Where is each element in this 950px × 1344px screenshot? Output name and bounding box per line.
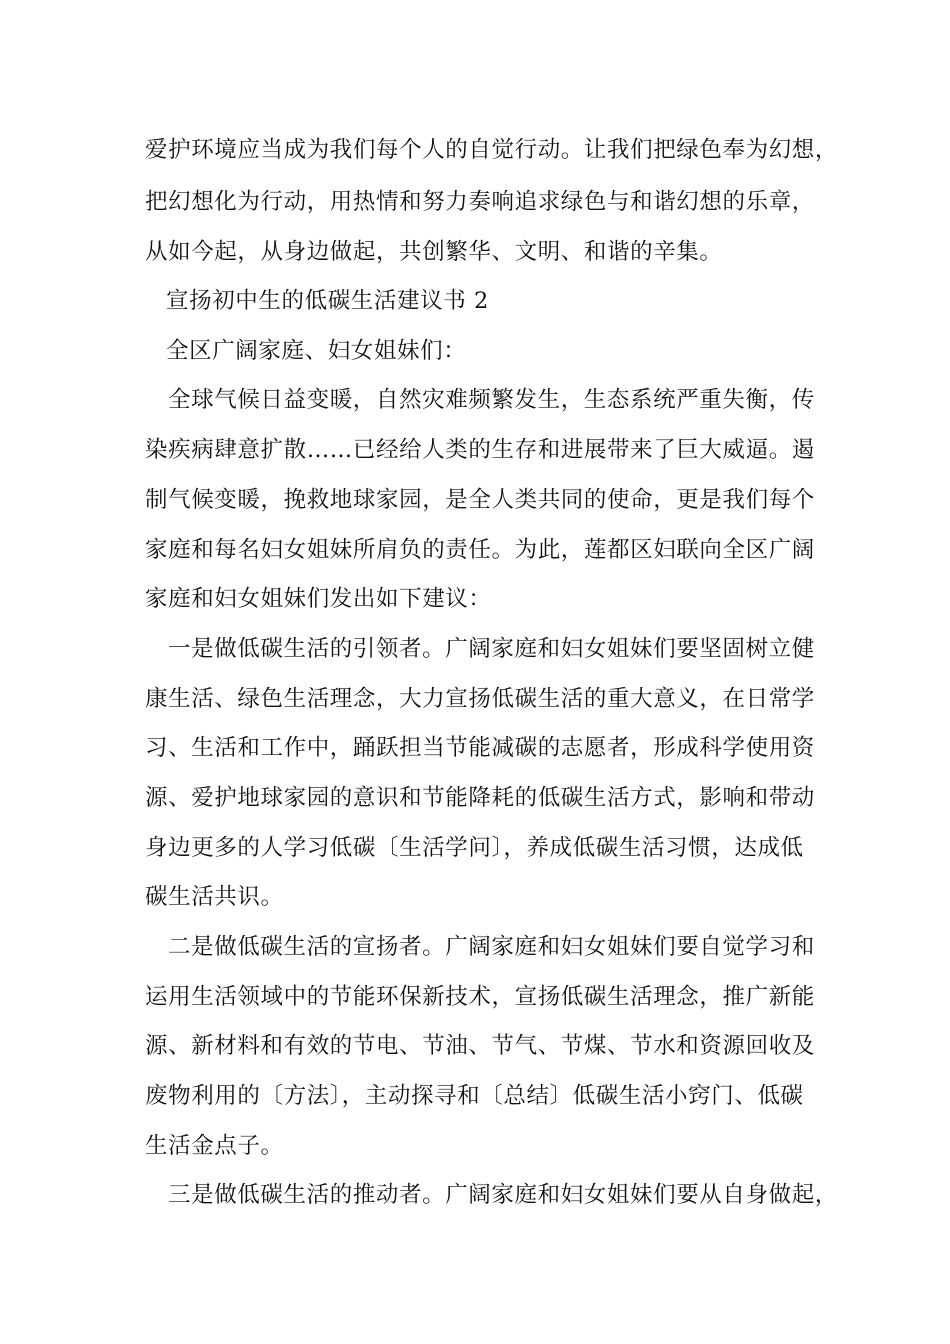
paragraph-line: 源、爱护地球家园的意识和节能降耗的低碳生活方式，影响和带动 bbox=[145, 785, 815, 811]
paragraph-line: 爱护环境应当成为我们每个人的自觉行动。让我们把绿色奉为幻想， bbox=[145, 137, 839, 163]
paragraph-line: 染疾病肆意扩散……已经给人类的生存和进展带来了巨大威逼。遏 bbox=[145, 437, 815, 463]
paragraph-line: 习、生活和工作中，踊跃担当节能减碳的志愿者，形成科学使用资 bbox=[145, 735, 815, 761]
paragraph-line: 碳生活共识。 bbox=[145, 884, 284, 910]
paragraph-line: 从如今起，从身边做起，共创繁华、文明、和谐的辛集。 bbox=[145, 239, 723, 265]
paragraph-line: 一是做低碳生活的引领者。广阔家庭和妇女姐妹们要坚固树立健 bbox=[168, 636, 815, 662]
paragraph-line: 二是做低碳生活的宣扬者。广阔家庭和妇女姐妹们要自觉学习和 bbox=[168, 934, 815, 960]
paragraph-line: 源、新材料和有效的节电、节油、节气、节煤、节水和资源回收及 bbox=[145, 1033, 815, 1059]
paragraph-line: 生活金点子。 bbox=[145, 1133, 284, 1159]
paragraph-line: 废物利用的〔方法〕，主动探寻和〔总结〕低碳生活小窍门、低碳 bbox=[145, 1083, 804, 1109]
paragraph-line: 家庭和每名妇女姐妹所肩负的责任。为此，莲都区妇联向全区广阔 bbox=[145, 537, 815, 563]
paragraph-line: 三是做低碳生活的推动者。广阔家庭和妇女姐妹们要从自身做起， bbox=[168, 1182, 838, 1208]
paragraph-line: 制气候变暖，挽救地球家园，是全人类共同的使命，更是我们每个 bbox=[145, 487, 815, 513]
section-title: 宣扬初中生的低碳生活建议书 2 bbox=[166, 288, 489, 314]
salutation: 全区广阔家庭、妇女姐妹们： bbox=[166, 338, 467, 364]
paragraph-line: 家庭和妇女姐妹们发出如下建议： bbox=[145, 586, 492, 612]
paragraph-line: 身边更多的人学习低碳〔生活学问〕，养成低碳生活习惯，达成低 bbox=[145, 835, 804, 861]
paragraph-line: 全球气候日益变暖，自然灾难频繁发生，生态系统严重失衡，传 bbox=[168, 387, 815, 413]
paragraph-line: 康生活、绿色生活理念，大力宣扬低碳生活的重大意义，在日常学 bbox=[145, 686, 815, 712]
paragraph-line: 把幻想化为行动，用热情和努力奏响追求绿色与和谐幻想的乐章， bbox=[145, 189, 815, 215]
paragraph-line: 运用生活领域中的节能环保新技术，宣扬低碳生活理念，推广新能 bbox=[145, 984, 815, 1010]
